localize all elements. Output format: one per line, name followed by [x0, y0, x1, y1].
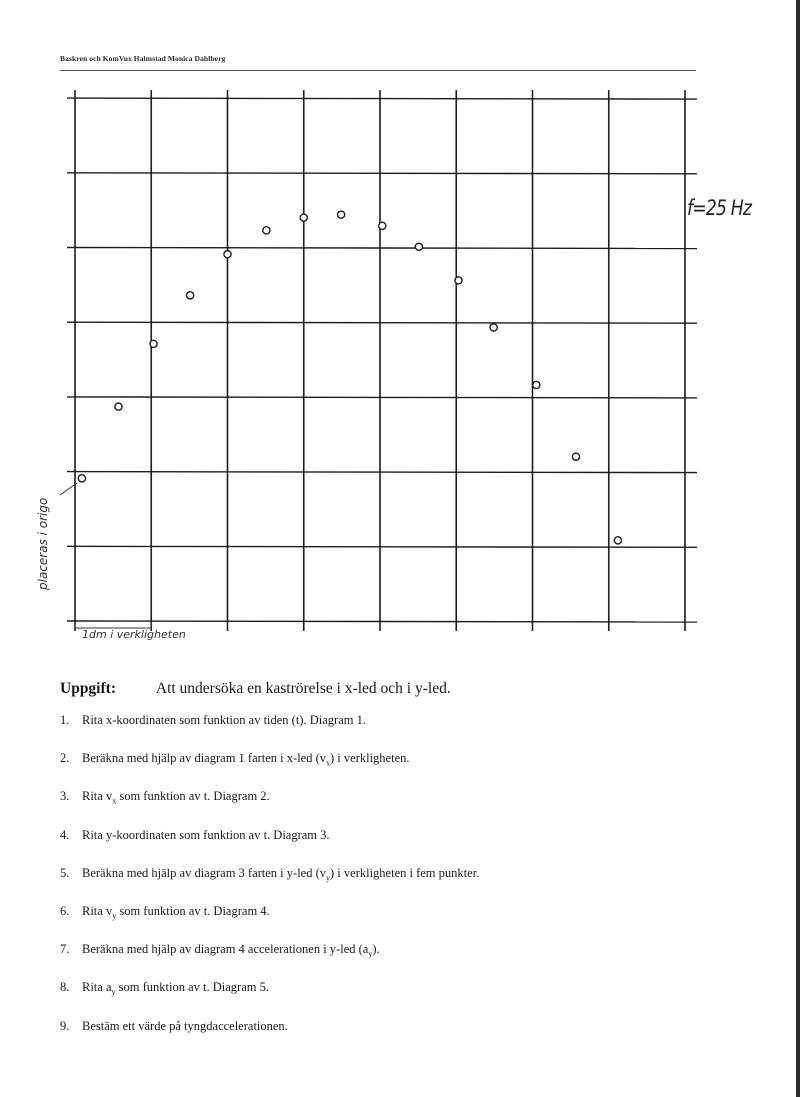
task-item-text — [82, 942, 380, 959]
task-item — [60, 789, 760, 827]
task-item-text — [82, 789, 270, 806]
text-part: Bestäm ett värde på tyngdaccelerationen. — [82, 1018, 288, 1033]
task-item — [60, 751, 760, 789]
grid-line-horizontal — [67, 546, 697, 547]
data-point — [78, 475, 85, 482]
text-part: Rita a — [82, 980, 112, 995]
task-item — [60, 866, 760, 904]
origin-label: placeras i origo — [36, 497, 50, 590]
text-part: Beräkna med hjälp av diagram 4 accelerationen i y-led (a — [82, 942, 369, 957]
unit-label: 1dm i verkligheten — [82, 628, 186, 641]
text-part: som funktion av t. Diagram 2. — [116, 789, 270, 804]
subscript: x — [112, 796, 117, 806]
task-list — [60, 713, 760, 1057]
task-item-number: 3. — [60, 789, 70, 804]
data-point — [300, 214, 307, 221]
grid-line-horizontal — [67, 397, 697, 398]
text-part: Beräkna med hjälp av diagram 1 farten i x-led (v — [82, 751, 327, 766]
task-item — [60, 713, 760, 751]
data-point — [187, 292, 194, 299]
task-item-text — [82, 903, 270, 921]
task-item-number: 2. — [60, 751, 70, 766]
task-item — [60, 942, 760, 980]
grid-line-horizontal — [67, 322, 697, 323]
data-point — [490, 324, 497, 331]
data-point — [415, 243, 422, 250]
text-part: som funktion av t. Diagram 4. — [116, 903, 270, 918]
subscript: y — [368, 949, 373, 959]
data-point — [338, 211, 345, 218]
grid-line-horizontal — [67, 173, 697, 174]
grid-line-horizontal — [67, 472, 697, 473]
subscript: y — [112, 911, 117, 921]
task-item — [60, 1019, 760, 1057]
data-point — [455, 277, 462, 284]
text-part: Rita v — [82, 789, 113, 804]
text-part: ) i verkligheten i fem punkter. — [330, 865, 480, 880]
task-item-number: 7. — [60, 942, 70, 957]
task-item-text — [82, 751, 410, 768]
task-item — [60, 828, 760, 866]
grid-line-horizontal — [67, 621, 697, 622]
data-point — [614, 537, 621, 544]
task-title-row — [60, 680, 760, 698]
task-item-number: 4. — [60, 827, 70, 842]
text-part: Rita x-koordinaten som funktion av tiden (t). Diagram 1. — [82, 713, 366, 727]
text-part: ) i verkligheten. — [330, 751, 410, 766]
task-item-number: 9. — [60, 1018, 70, 1033]
grid-line-horizontal — [67, 98, 697, 99]
subscript: y — [326, 873, 331, 883]
data-point — [533, 381, 540, 388]
task-label: Uppgift: — [60, 680, 116, 697]
task-item — [60, 980, 760, 1018]
text-part: ). — [372, 942, 380, 957]
task-item-text — [82, 713, 366, 727]
task-item-text — [82, 980, 269, 997]
data-point — [263, 227, 270, 234]
task-item-text — [82, 1019, 288, 1033]
task-item-number: 8. — [60, 980, 70, 995]
header-text: Baskren och KomVux Halmstad Monica Dahlberg — [60, 54, 226, 63]
data-point — [224, 251, 231, 258]
frequency-annotation: f=25 Hz — [687, 196, 752, 220]
task-item-number: 5. — [60, 865, 70, 880]
grid-line-horizontal — [67, 248, 697, 249]
data-point — [150, 340, 157, 347]
data-point — [572, 453, 579, 460]
data-point — [115, 403, 122, 410]
text-part: som funktion av t. Diagram 5. — [115, 980, 269, 995]
text-part: Beräkna med hjälp av diagram 3 farten i y-led (v — [82, 865, 327, 880]
text-part: Rita v — [82, 903, 113, 918]
task-item — [60, 904, 760, 942]
task-item-number: 6. — [60, 903, 70, 918]
task-description: Att undersöka en kaströrelse i x-led och i y-led. — [155, 680, 451, 697]
subscript: y — [111, 987, 116, 997]
data-point — [379, 222, 386, 229]
task-item-text — [82, 828, 330, 842]
task-item-text — [82, 865, 480, 883]
subscript: x — [326, 758, 331, 768]
text-part: Rita y-koordinaten som funktion av t. Diagram 3. — [82, 827, 330, 842]
task-section — [60, 680, 760, 1057]
task-item-number: 1. — [60, 713, 70, 727]
